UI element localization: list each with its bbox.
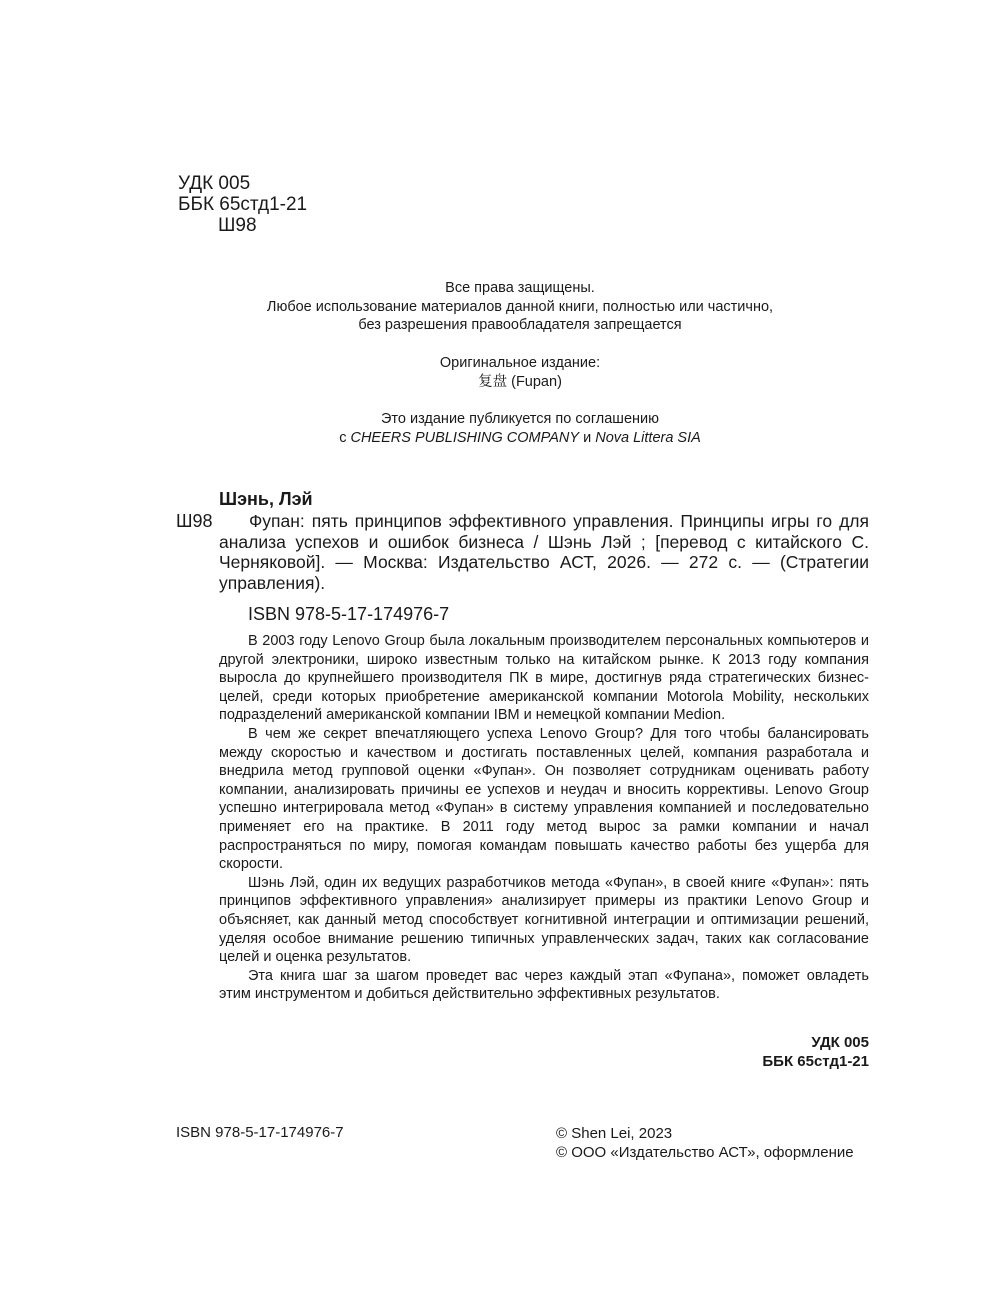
copyright-author: © Shen Lei, 2023 [556,1125,673,1142]
catalog-isbn: ISBN 978-5-17-174976-7 [248,604,450,624]
classification-footer [758,1034,869,1071]
bbk-code: ББК 65стд1-21 [178,194,308,215]
copyright-block [556,1124,854,1162]
agreement-line-1: Это издание публикуется по соглашению [380,411,659,427]
original-label: Оригинальное издание: [439,355,601,371]
rights-line-2: Любое использование материалов данной книги, полностью или частично, [266,298,774,315]
agreement-conj: и [579,429,596,446]
publisher-1: CHEERS PUBLISHING COMPANY [350,429,580,446]
abstract-paragraph-4: Эта книга шаг за шагом проведет вас через каждый этап «Фупана», поможет овладеть этим инструментом и добиться действительно эффективных результатов. [219,967,869,1003]
rights-line-3: без разрешения правообладателя запрещается [358,317,682,333]
udk-code: УДК 005 [178,173,251,194]
isbn-footer: ISBN 978-5-17-174976-7 [176,1124,344,1141]
catalog-author: Шэнь, Лэй [219,489,313,509]
publisher-2: Nova Littera SIA [595,429,701,446]
classification-block [178,173,307,236]
original-title [120,373,920,392]
catalog-code: Ш98 [176,511,213,531]
original-edition [120,354,920,391]
abstract-paragraph-3: Шэнь Лэй, один их ведущих разработчиков метода «Фупан», в своей книге «Фупан»: пять принципов эффективного управления» анализирует примеры из практики Lenovo Group и объясняет, как данный метод способствует когнитивной интеграции и оптимизации решений, уделяя особое внимание решению типичных управленческих задач, таких как согласование целей и оценка результатов. [219,874,869,966]
original-title-latin: (Fupan) [507,373,562,390]
agreement-prefix: с [339,429,351,446]
abstract-paragraph-1: В 2003 году Lenovo Group была локальным производителем персональных компьютеров и другой электроники, широко известным только на китайском рынке. К 2013 году компания выросла до крупнейшего производителя ПК в мире, достигнув ряда стратегических бизнес-целей, среди которых приобретение американской компании Motorola Mobility, нескольких подразделений американской компании IBM и немецкой компании Medion. [219,633,869,724]
agreement-line-2 [120,429,920,448]
abstract [219,632,869,1004]
copyright-publisher: © ООО «Издательство АСТ», оформление [556,1144,854,1161]
publishing-agreement [120,410,920,447]
catalog-description: Фупан: пять принципов эффективного управления. Принципы игры го для анализа успехов и ошибок бизнеса / Шэнь Лэй ; [перевод с китайского С. Черняковой]. — Москва: Издательство АСТ, 2026. — 272 с. — (Стратегии управления). [219,511,869,593]
abstract-paragraph-2: В чем же секрет впечатляющего успеха Lenovo Group? Для того чтобы балансировать между скоростью и качеством и достигать поставленных целей, компания разработала и внедрила метод групповой оценки «Фупан». Он позволяет сотрудникам оценивать работу компании, анализировать причины ее успехов и неудач и вносить коррективы. Lenovo Group успешно интегрировала метод «Фупан» в систему управления компанией и последовательно применяет его на практике. В 2011 году метод вырос за рамки компании и начал распространяться по миру, помогая командам повышать качество работы без ущерба для скорости. [219,725,869,873]
author-sign: Ш98 [218,215,257,236]
rights-notice [120,279,920,335]
bbk-code-footer: ББК 65стд1-21 [762,1052,869,1070]
rights-line-1: Все права защищены. [445,280,595,296]
original-title-cn: 复盘 [478,373,508,390]
udk-code-footer: УДК 005 [811,1034,869,1051]
